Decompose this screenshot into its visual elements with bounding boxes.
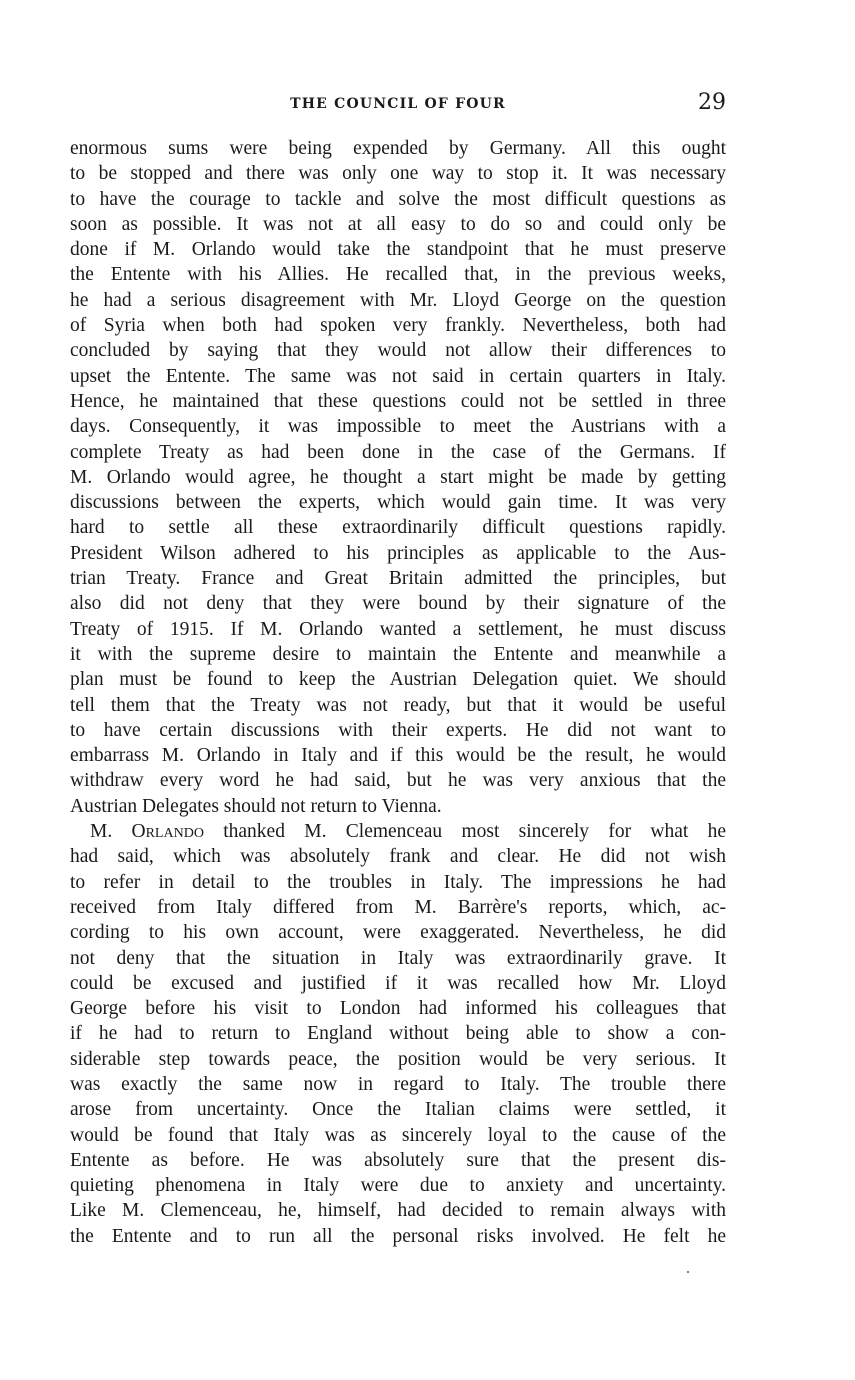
text-line: to have certain discussions with their experts. He did not want to	[70, 719, 726, 741]
text-line: arose from uncertainty. Once the Italian claims were settled, it	[70, 1099, 726, 1121]
paragraph-2	[70, 819, 726, 1249]
text-line: to refer in detail to the troubles in Italy. The impressions he had	[70, 871, 726, 893]
speaker-prefix: M.	[90, 821, 132, 843]
text-line-speaker	[70, 819, 726, 844]
text-line: siderable step towards peace, the position would be very serious. It	[70, 1048, 726, 1070]
text-line: of Syria when both had spoken very frankly. Nevertheless, both had	[70, 315, 726, 337]
text-line: also did not deny that they were bound by their signature of the	[70, 593, 726, 615]
speaker-line-rest: thanked M. Clemenceau most sincerely for what he	[203, 821, 726, 843]
text-line: concluded by saying that they would not allow their differences to	[70, 340, 726, 362]
text-line: had said, which was absolutely frank and clear. He did not wish	[70, 846, 726, 868]
text-line: could be excused and justified if it was recalled how Mr. Lloyd	[70, 972, 726, 994]
text-line: quieting phenomena in Italy were due to anxiety and uncertainty.	[70, 1175, 726, 1197]
page-number: 29	[698, 90, 726, 115]
text-line: discussions between the experts, which would gain time. It was very	[70, 492, 726, 514]
print-speck	[687, 1271, 689, 1273]
text-line: tell them that the Treaty was not ready, but that it would be useful	[70, 694, 726, 716]
text-line: cording to his own account, were exaggerated. Nevertheless, he did	[70, 922, 726, 944]
body-text	[70, 136, 726, 1249]
text-line: President Wilson adhered to his principles as applicable to the Aus-	[70, 542, 726, 564]
text-line: it with the supreme desire to maintain the Entente and meanwhile a	[70, 643, 726, 665]
text-line: Hence, he maintained that these questions could not be settled in three	[70, 390, 726, 412]
text-line: complete Treaty as had been done in the case of the Germans. If	[70, 441, 726, 463]
text-line: he had a serious disagreement with Mr. Lloyd George on the question	[70, 289, 726, 311]
text-line: to be stopped and there was only one way to stop it. It was necessary	[70, 163, 726, 185]
text-line: not deny that the situation in Italy was extraordinarily grave. It	[70, 947, 726, 969]
text-line: done if M. Orlando would take the standpoint that he must preserve	[70, 239, 726, 261]
text-line: was exactly the same now in regard to Italy. The trouble there	[70, 1073, 726, 1095]
speaker-name: Orlando	[131, 821, 204, 843]
text-line: embarrass M. Orlando in Italy and if this would be the result, he would	[70, 745, 726, 767]
text-line: plan must be found to keep the Austrian Delegation quiet. We should	[70, 669, 726, 691]
running-title: THE COUNCIL OF FOUR	[290, 96, 506, 112]
text-line: Treaty of 1915. If M. Orlando wanted a settlement, he must discuss	[70, 618, 726, 640]
text-line: received from Italy differed from M. Barrère's reports, which, ac-	[70, 896, 726, 918]
text-line: upset the Entente. The same was not said in certain quarters in Italy.	[70, 365, 726, 387]
text-line: if he had to return to England without being able to show a con-	[70, 1023, 726, 1045]
text-line: to have the courage to tackle and solve the most difficult questions as	[70, 188, 726, 210]
text-line: M. Orlando would agree, he thought a start might be made by getting	[70, 466, 726, 488]
text-line: soon as possible. It was not at all easy to do so and could only be	[70, 213, 726, 235]
text-line: hard to settle all these extraordinarily difficult questions rapidly.	[70, 517, 726, 539]
text-line: Like M. Clemenceau, he, himself, had decided to remain always with	[70, 1200, 726, 1222]
text-line: enormous sums were being expended by Germany. All this ought	[70, 138, 726, 159]
text-line: the Entente and to run all the personal risks involved. He felt he	[70, 1225, 726, 1247]
text-line: Austrian Delegates should not return to Vienna.	[70, 795, 442, 817]
paragraph-1	[70, 136, 726, 819]
text-line: Entente as before. He was absolutely sure that the present dis-	[70, 1149, 726, 1171]
text-line: trian Treaty. France and Great Britain admitted the principles, but	[70, 568, 726, 590]
text-line: George before his visit to London had informed his colleagues that	[70, 998, 726, 1020]
text-line: the Entente with his Allies. He recalled that, in the previous weeks,	[70, 264, 726, 286]
text-line: withdraw every word he had said, but he was very anxious that the	[70, 770, 726, 792]
text-line: would be found that Italy was as sincerely loyal to the cause of the	[70, 1124, 726, 1146]
text-line: days. Consequently, it was impossible to meet the Austrians with a	[70, 416, 726, 438]
running-head	[70, 92, 726, 122]
